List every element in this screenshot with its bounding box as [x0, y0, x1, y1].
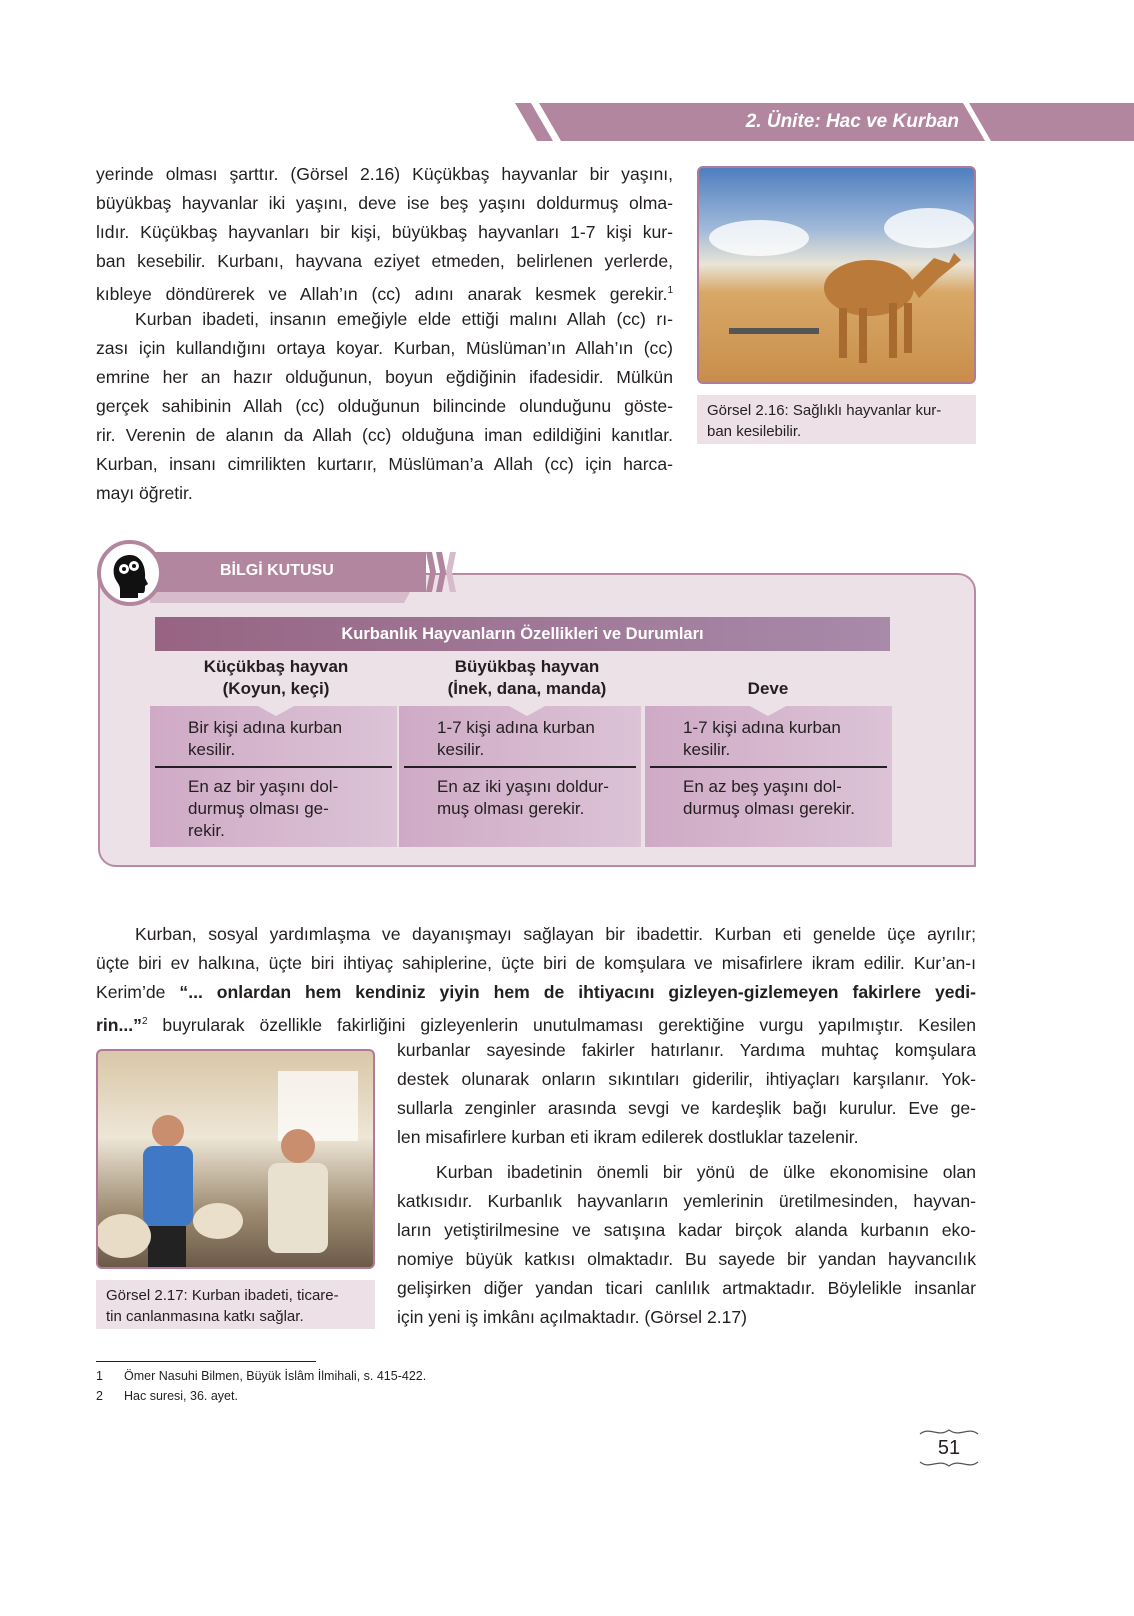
text-segment: emrine her an hazır olduğunun, boyun eğdiğinin ifadesidir. Mülkün: [96, 367, 673, 387]
caption-line: ban kesilebilir.: [707, 423, 802, 440]
text-segment: yerinde olması şarttır. (Görsel 2.16) Küçükbaş hayvanlar bir yaşını,: [96, 164, 673, 184]
cell-text: kesilir.: [683, 740, 731, 759]
camel-photo: [697, 166, 976, 384]
notch-icon: [256, 705, 296, 717]
caption-line: Görsel 2.17: Kurban ibadeti, ticare-: [106, 1287, 339, 1304]
footnote-2: [96, 1386, 426, 1406]
people-handshake-icon: [98, 1051, 375, 1269]
text-line: için yeni iş imkânı açılmaktadır. (Görsel 2.17): [397, 1307, 748, 1327]
text-segment: lıdır. Küçükbaş hayvanları bir kişi, büyükbaş hayvanları 1-7 kişi kur-: [96, 222, 673, 242]
page-number: 51: [937, 1437, 961, 1459]
quote-text: rin...”: [96, 1015, 142, 1035]
text-line: nomiye büyük katkısı olmaktadır. Bu sayede bir yandan hayvancılık: [397, 1249, 976, 1269]
text-segment: buyrularak özellikle fakirliğini gizleyenlerin unutulmaması gerektiğine vurgu yapılmıştır. Kesilen: [147, 1015, 976, 1035]
text-line: üçte biri ev halkına, üçte biri ihtiyaç sahiplerine, üçte biri de komşulara ve misafirlere ikram edilir. Kur’an-ı: [96, 953, 976, 973]
footnote-number: 1: [96, 1369, 103, 1383]
text-line: [96, 392, 673, 421]
figure-caption-2-16: [697, 395, 976, 444]
cell-text: Bir kişi adına kurban: [188, 718, 343, 737]
text-line: len misafirlere kurban eti ikram edilerek dostluklar tazelenir.: [397, 1127, 859, 1147]
text-line: [96, 247, 673, 276]
notch-icon: [748, 705, 788, 717]
unit-header-banner: [515, 103, 1134, 141]
text-line: [96, 978, 976, 1007]
footnote-number: 2: [96, 1389, 103, 1403]
cell-text: muş olması gerekir.: [437, 799, 585, 818]
text-line: [96, 479, 673, 508]
text-segment: ban kesebilir. Kurbanı, hayvana eziyet etmeden, belirlenen yerlerde,: [96, 251, 673, 271]
unit-title: 2. Ünite: Hac ve Kurban: [745, 111, 959, 132]
market-photo: [96, 1049, 375, 1269]
text-line: Kurban, sosyal yardımlaşma ve dayanışmayı sağlayan bir ibadettir. Kurban eti genelde üçe ayrılır;: [135, 924, 976, 944]
text-line: [96, 1007, 976, 1036]
text-line: katkısıdır. Kurbanlık hayvanların yemlerinin üretilmesinden, hayvan-: [397, 1191, 976, 1211]
cell-text: En az bir yaşını dol-: [188, 777, 339, 796]
head-gears-icon: [110, 553, 152, 599]
cell-text: 1-7 kişi adına kurban: [437, 718, 595, 737]
footnotes: [96, 1366, 426, 1406]
notch-icon: [507, 705, 547, 717]
text-segment: rir. Verenin de alanın da Allah (cc) olduğuna iman edildiğini kanıtlar.: [96, 425, 673, 445]
text-segment: Kurban ibadeti, insanın emeğiyle elde ettiği malını Allah (cc) rı-: [135, 309, 673, 329]
text-line: [96, 305, 673, 334]
table-title: Kurbanlık Hayvanların Özellikleri ve Durumları: [155, 617, 890, 651]
row-divider: [650, 766, 887, 768]
footnote-1: [96, 1366, 426, 1386]
text-line: [96, 421, 673, 450]
text-line: [96, 189, 673, 218]
text-line: [96, 160, 673, 189]
text-segment: büyükbaş hayvanlar iki yaşını, deve ise beş yaşını doldurmuş olma-: [96, 193, 673, 213]
column-header: Büyükbaş hayvan: [454, 657, 600, 676]
caption-line: Görsel 2.16: Sağlıklı hayvanlar kur-: [707, 402, 942, 419]
quote-text: “... onlardan hem kendiniz yiyin hem de ihtiyacını gizleyen-gizlemeyen fakirlere yedi-: [179, 982, 977, 1002]
text-line: [96, 450, 673, 479]
camel-icon: [699, 168, 976, 384]
column-header: Küçükbaş hayvan: [203, 657, 349, 676]
text-line: kurbanlar sayesinde fakirler hatırlanır. Yardıma muhtaç komşulara: [397, 1040, 976, 1060]
column-header: (İnek, dana, manda): [447, 679, 607, 698]
cell-text: kesilir.: [437, 740, 485, 759]
cell-text: En az beş yaşını dol-: [683, 777, 842, 796]
text-line: [96, 218, 673, 247]
cell-text: 1-7 kişi adına kurban: [683, 718, 841, 737]
footnote-ref[interactable]: 2: [141, 1016, 148, 1027]
text-segment: gerçek sahibinin Allah (cc) olduğunun bilincinde olunduğunu göste-: [96, 396, 673, 416]
cell-text: durmuş olması gerekir.: [683, 799, 855, 818]
column-header: (Koyun, keçi): [222, 679, 330, 698]
footnote-ref[interactable]: 1: [667, 285, 673, 296]
text-line: ların yetiştirilmesine ve satışına kadar birçok alanda kurbanın eko-: [397, 1220, 976, 1240]
text-line: destek olunarak onların sıkıntıları giderilir, ihtiyaçları karşılanır. Yok-: [397, 1069, 976, 1089]
text-line: gelişirken diğer yandan ticari canlılık artmaktadır. Böylelikle insanlar: [397, 1278, 976, 1298]
cell-text: En az iki yaşını doldur-: [437, 777, 609, 796]
row-divider: [404, 766, 636, 768]
cell-text: rekir.: [188, 821, 225, 840]
caption-line: tin canlanmasına katkı sağlar.: [106, 1308, 304, 1325]
footnote-text: Hac suresi, 36. ayet.: [124, 1389, 238, 1403]
cell-text: kesilir.: [188, 740, 236, 759]
footnote-text: Ömer Nasuhi Bilmen, Büyük İslâm İlmihali, s. 415-422.: [124, 1369, 427, 1383]
text-segment: zası için kullandığını ortaya koyar. Kurban, Müslüman’ın Allah’ın (cc): [96, 338, 673, 358]
cell-text: durmuş olması ge-: [188, 799, 329, 818]
text-line: [96, 363, 673, 392]
row-divider: [155, 766, 392, 768]
text-line: [96, 334, 673, 363]
text-segment: Kurban, insanı cimrilikten kurtarır, Müslüman’a Allah (cc) için harca-: [96, 454, 673, 474]
text-line: sullarla zenginler arasında sevgi ve kardeşlik bağı kurulur. Eve ge-: [397, 1098, 976, 1118]
text-line: Kurban ibadetinin önemli bir yönü de ülke ekonomisine olan: [436, 1162, 976, 1182]
column-header: Deve: [747, 679, 789, 698]
text-line: [96, 276, 673, 305]
text-segment: Kerim’de: [96, 982, 180, 1002]
info-box-label: BİLGİ KUTUSU: [220, 562, 334, 579]
footnote-divider: [96, 1361, 316, 1362]
text-segment: kıbleye döndürerek ve Allah’ın (cc) adını anarak kesmek gerekir.: [96, 284, 668, 304]
figure-caption-2-17: [96, 1280, 375, 1329]
text-segment: mayı öğretir.: [96, 483, 193, 503]
